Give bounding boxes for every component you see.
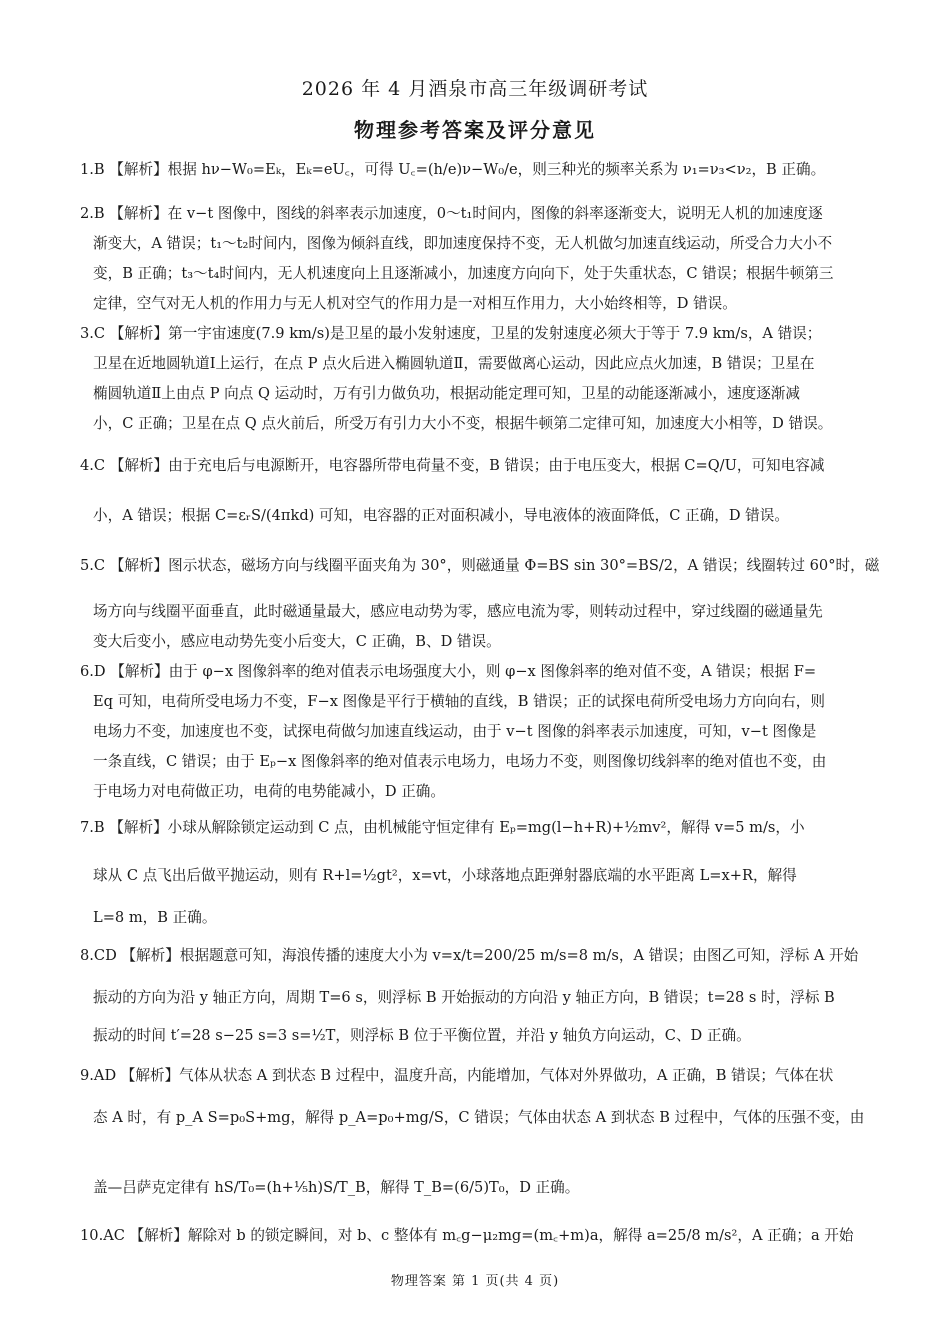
answer-line-text: 椭圆轨道Ⅱ上由点 P 向点 Q 运动时，万有引力做负功，根据动能定理可知，卫星的动能逐渐减小，速度逐渐减: [93, 385, 800, 402]
answer-line-text: 小，A 错误；根据 C=εᵣS/(4πkd) 可知，电容器的正对面积减小，导电液体的液面降低，C 正确，D 错误。: [93, 507, 789, 524]
answer-line-text: 场方向与线圈平面垂直，此时磁通量最大，感应电动势为零，感应电流为零，则转动过程中，穿过线圈的磁通量先: [93, 603, 823, 620]
answer-line-text: L=8 m，B 正确。: [93, 909, 217, 926]
answer-line-text: 2.B 【解析】在 v−t 图像中，图线的斜率表示加速度，0～t₁时间内，图像的斜率逐渐变大，说明无人机的加速度逐: [80, 205, 823, 222]
answer-line-text: 6.D 【解析】由于 φ−x 图像斜率的绝对值表示电场强度大小，则 φ−x 图像斜率的绝对值不变，A 错误；根据 F=: [80, 663, 817, 680]
answer-line-text: 10.AC 【解析】解除对 b 的锁定瞬间，对 b、c 整体有 m꜀g−μ₂mg=(m꜀+m)a，解得 a=25/8 m/s²，A 正确；a 开始: [80, 1227, 854, 1244]
answer-line-text: 5.C 【解析】图示状态，磁场方向与线圈平面夹角为 30°，则磁通量 Φ=BS sin 30°=BS/2，A 错误；线圈转过 60°时，磁: [80, 557, 880, 574]
answer-line-text: Eq 可知，电荷所受电场力不变，F−x 图像是平行于横轴的直线，B 错误；正的试探电荷所受电场力方向向右，则: [93, 693, 825, 710]
exam-title: 2026 年 4 月酒泉市高三年级调研考试: [301, 78, 649, 100]
answer-line-text: 电场力不变，加速度也不变，试探电荷做匀加速直线运动，由于 v−t 图像的斜率表示加速度，可知，v−t 图像是: [93, 723, 817, 740]
document-title: 物理参考答案及评分意见: [354, 118, 596, 142]
answer-line-text: 振动的时间 t′=28 s−25 s=3 s=½T，则浮标 B 位于平衡位置，并沿 y 轴负方向运动，C、D 正确。: [93, 1027, 751, 1044]
answer-line-text: 球从 C 点飞出后做平抛运动，则有 R+l=½gt²，x=vt，小球落地点距弹射器底端的水平距离 L=x+R，解得: [93, 867, 797, 884]
answer-line-text: 8.CD 【解析】根据题意可知，海浪传播的速度大小为 v=x/t=200/25 m/s=8 m/s，A 错误；由图乙可知，浮标 A 开始: [80, 947, 859, 964]
answer-line-text: 定律，空气对无人机的作用力与无人机对空气的作用力是一对相互作用力，大小始终相等，D 错误。: [93, 295, 737, 312]
answer-line-text: 3.C 【解析】第一宇宙速度(7.9 km/s)是卫星的最小发射速度，卫星的发射速度必须大于等于 7.9 km/s，A 错误；: [80, 325, 822, 342]
answer-line-text: 1.B 【解析】根据 hν−W₀=Eₖ，Eₖ=eU꜀，可得 U꜀=(h/e)ν−W₀/e，则三种光的频率关系为 ν₁=ν₃<ν₂，B 正确。: [80, 161, 826, 178]
answer-line-text: 态 A 时，有 p_A S=p₀S+mg，解得 p_A=p₀+mg/S，C 错误；气体由状态 A 到状态 B 过程中，气体的压强不变，由: [93, 1109, 865, 1126]
answer-line-text: 变，B 正确；t₃～t₄时间内，无人机速度向上且逐渐减小，加速度方向向下，处于失重状态，C 错误；根据牛顿第三: [93, 265, 834, 282]
answer-line-text: 振动的方向为沿 y 轴正方向，周期 T=6 s，则浮标 B 开始振动的方向沿 y 轴正方向，B 错误；t=28 s 时，浮标 B: [93, 989, 835, 1006]
answer-line-text: 变大后变小，感应电动势先变小后变大，C 正确，B、D 错误。: [93, 633, 501, 650]
answer-line-text: 卫星在近地圆轨道Ⅰ上运行，在点 P 点火后进入椭圆轨道Ⅱ，需要做离心运动，因此应点火加速，B 错误；卫星在: [93, 355, 815, 372]
answer-line-text: 一条直线，C 错误；由于 Eₚ−x 图像斜率的绝对值表示电场力，电场力不变，则图像切线斜率的绝对值也不变，由: [93, 753, 827, 770]
answer-line-text: 于电场力对电荷做正功，电荷的电势能减小，D 正确。: [93, 783, 445, 800]
answer-line-text: 7.B 【解析】小球从解除锁定运动到 C 点，由机械能守恒定律有 Eₚ=mg(l−h+R)+½mv²，解得 v=5 m/s，小: [80, 819, 805, 836]
answer-line-text: 渐变大，A 错误；t₁～t₂时间内，图像为倾斜直线，即加速度保持不变，无人机做匀加速直线运动，所受合力大小不: [93, 235, 833, 252]
answer-line-text: 4.C 【解析】由于充电后与电源断开，电容器所带电荷量不变，B 错误；由于电压变大，根据 C=Q/U，可知电容减: [80, 457, 825, 474]
answer-line-text: 小，C 正确；卫星在点 Q 点火前后，所受万有引力大小不变，根据牛顿第二定律可知，加速度大小相等，D 错误。: [93, 415, 833, 432]
page-footer: 物理答案 第 1 页(共 4 页): [390, 1274, 560, 1289]
answer-line-text: 9.AD 【解析】气体从状态 A 到状态 B 过程中，温度升高，内能增加，气体对外界做功，A 正确，B 错误；气体在状: [80, 1067, 834, 1084]
answer-line-text: 盖—吕萨克定律有 hS/T₀=(h+⅕h)S/T_B，解得 T_B=(6/5)T₀，D 正确。: [93, 1179, 580, 1196]
